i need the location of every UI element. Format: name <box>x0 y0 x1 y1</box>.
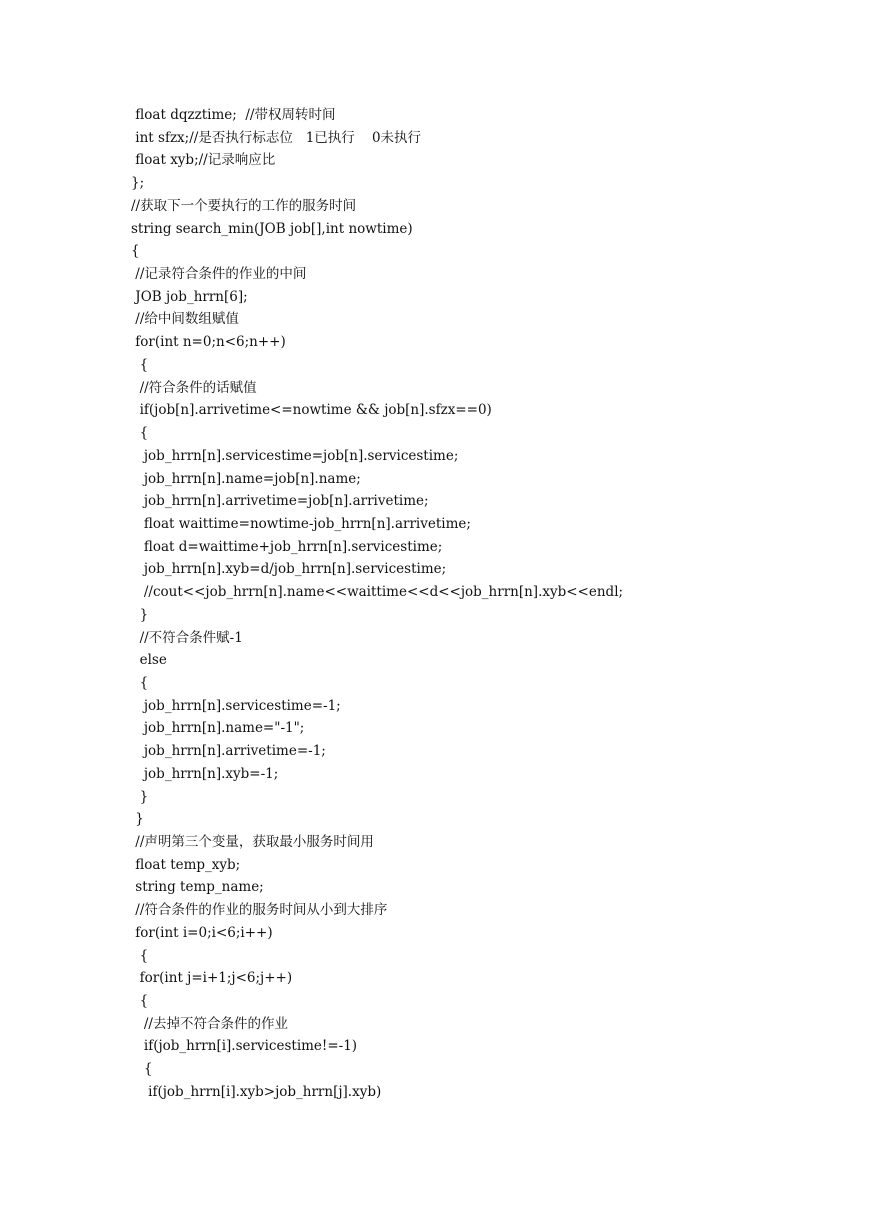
code-line: job_hrrn[n].name=job[n].name; <box>131 470 361 487</box>
code-line: for(int i=0;i<6;i++) <box>131 924 273 941</box>
code-line: job_hrrn[n].arrivetime=-1; <box>131 743 326 760</box>
code-line: job_hrrn[n].arrivetime=job[n].arrivetime; <box>131 493 429 510</box>
code-line: float waittime=nowtime-job_hrrn[n].arrivetime; <box>131 515 471 532</box>
code-line: if(job_hrrn[i].servicestime!=-1) <box>131 1038 358 1055</box>
code-line: //声明第三个变量，获取最小服务时间用 <box>131 834 374 850</box>
code-line: float d=waittime+job_hrrn[n].servicestime; <box>131 538 443 555</box>
code-line: { <box>131 243 140 260</box>
code-line: //获取下一个要执行的工作的服务时间 <box>131 197 357 214</box>
code-line: } <box>131 606 149 623</box>
code-line: job_hrrn[n].name="-1"; <box>131 720 305 737</box>
code-line: for(int n=0;n<6;n++) <box>131 334 286 351</box>
code-line: float dqzztime; //带权周转时间 <box>131 107 336 123</box>
code-line: } <box>131 811 144 828</box>
code-line: //不符合条件赋-1 <box>131 629 243 646</box>
code-line: for(int j=i+1;j<6;j++) <box>131 970 293 987</box>
code-line: }; <box>131 175 145 192</box>
code-line: job_hrrn[n].servicestime=job[n].servicestime; <box>131 447 459 464</box>
code-line: job_hrrn[n].xyb=d/job_hrrn[n].servicestime; <box>131 561 447 578</box>
code-line: string temp_name; <box>131 879 264 896</box>
code-line: int sfzx;//是否执行标志位 1已执行 0未执行 <box>131 129 422 146</box>
code-line: else <box>131 652 167 669</box>
code-line: //给中间数组赋值 <box>131 311 239 328</box>
code-line: { <box>131 425 149 442</box>
code-line: { <box>131 1061 153 1078</box>
code-line: JOB job_hrrn[6]; <box>131 288 248 305</box>
code-line: } <box>131 788 149 805</box>
code-line: { <box>131 993 149 1010</box>
code-line: { <box>131 947 149 964</box>
code-line: job_hrrn[n].servicestime=-1; <box>131 697 341 714</box>
code-line: //cout<<job_hrrn[n].name<<waittime<<d<<job_hrrn[n].xyb<<endl; <box>131 584 624 601</box>
code-line: float xyb;//记录响应比 <box>131 152 276 169</box>
code-line: string search_min(JOB job[],int nowtime) <box>131 220 413 237</box>
code-line: { <box>131 356 149 373</box>
code-line: if(job_hrrn[i].xyb>job_hrrn[j].xyb) <box>131 1083 382 1100</box>
code-line: //去掉不符合条件的作业 <box>131 1015 288 1032</box>
code-line: //记录符合条件的作业的中间 <box>131 266 307 283</box>
code-line: float temp_xyb; <box>131 856 241 873</box>
code-line: { <box>131 674 149 691</box>
code-line: //符合条件的作业的服务时间从小到大排序 <box>131 902 388 919</box>
code-line: job_hrrn[n].xyb=-1; <box>131 765 279 782</box>
code-block <box>131 104 851 1104</box>
code-line: //符合条件的话赋值 <box>131 379 257 396</box>
code-line: if(job[n].arrivetime<=nowtime && job[n].sfzx==0) <box>131 402 492 419</box>
